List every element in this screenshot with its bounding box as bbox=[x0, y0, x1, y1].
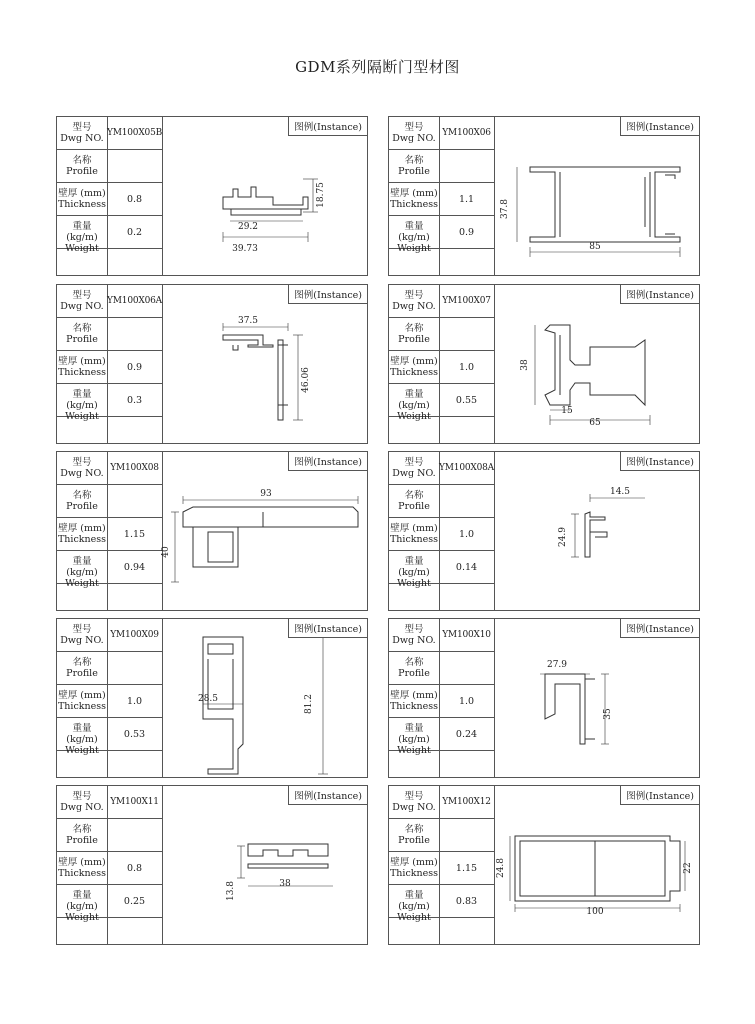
dwg-no-value: YM100X07 bbox=[439, 285, 494, 318]
value-column bbox=[439, 786, 495, 944]
label-en: Weight bbox=[65, 578, 99, 589]
label-cn: 名称 bbox=[404, 657, 424, 668]
instance-label: 图例(Instance) bbox=[620, 619, 699, 638]
instance-label: 图例(Instance) bbox=[620, 117, 699, 136]
profile-value bbox=[107, 485, 162, 518]
weight-value: 0.14 bbox=[439, 551, 494, 584]
empty-cell bbox=[439, 918, 494, 944]
profile-outline bbox=[183, 507, 358, 527]
label-cell bbox=[389, 452, 439, 485]
label-en: Profile bbox=[398, 334, 430, 345]
label-en: Dwg NO. bbox=[60, 802, 104, 813]
label-cn: 壁厚 (mm) bbox=[390, 523, 438, 534]
label-cell bbox=[389, 685, 439, 718]
label-cell bbox=[57, 551, 107, 589]
label-cell bbox=[389, 652, 439, 685]
label-cn: 重量 (kg/m) bbox=[66, 890, 98, 912]
label-cn: 名称 bbox=[404, 824, 424, 835]
instance-label: 图例(Instance) bbox=[288, 452, 367, 471]
label-en: Profile bbox=[398, 668, 430, 679]
empty-cell bbox=[389, 751, 439, 777]
dwg-no-value: YM100X12 bbox=[439, 786, 494, 819]
dwg-no-value: YM100X05B bbox=[107, 117, 162, 150]
profile-value bbox=[107, 150, 162, 183]
label-en: Thickness bbox=[57, 701, 107, 712]
empty-cell bbox=[389, 417, 439, 443]
label-cell bbox=[389, 885, 439, 923]
profile-outline bbox=[520, 841, 665, 896]
label-cell bbox=[57, 150, 107, 183]
label-cn: 型号 bbox=[404, 457, 424, 468]
label-cn: 壁厚 (mm) bbox=[390, 188, 438, 199]
profile-outline bbox=[530, 167, 680, 242]
label-en: Weight bbox=[65, 411, 99, 422]
dimension-label: 13.8 bbox=[226, 880, 236, 902]
empty-cell bbox=[389, 584, 439, 610]
label-column bbox=[57, 117, 108, 275]
profile-outline bbox=[545, 674, 585, 744]
page-title: GDM系列隔断门型材图 bbox=[295, 58, 460, 76]
thickness-value: 0.8 bbox=[107, 852, 162, 885]
label-column bbox=[57, 786, 108, 944]
profile-card bbox=[388, 451, 700, 611]
label-cell bbox=[57, 786, 107, 819]
weight-value: 0.25 bbox=[107, 885, 162, 918]
dimension-label: 38 bbox=[279, 879, 291, 889]
label-cn: 名称 bbox=[404, 155, 424, 166]
label-cn: 型号 bbox=[72, 122, 92, 133]
label-cn: 重量 (kg/m) bbox=[66, 221, 98, 243]
profile-outline bbox=[223, 187, 308, 209]
label-cell bbox=[389, 852, 439, 885]
label-en: Dwg NO. bbox=[392, 802, 436, 813]
label-en: Dwg NO. bbox=[392, 133, 436, 144]
label-cn: 壁厚 (mm) bbox=[58, 523, 106, 534]
label-cn: 重量 (kg/m) bbox=[398, 389, 430, 411]
label-en: Profile bbox=[398, 501, 430, 512]
label-cell bbox=[389, 384, 439, 422]
dimension-label: 37.5 bbox=[237, 316, 259, 326]
value-column bbox=[107, 285, 163, 443]
dimension-label: 100 bbox=[586, 907, 604, 917]
label-cell bbox=[57, 216, 107, 254]
label-cell bbox=[57, 819, 107, 852]
label-cell bbox=[57, 885, 107, 923]
label-en: Profile bbox=[398, 835, 430, 846]
profile-outline bbox=[278, 340, 283, 420]
label-cell bbox=[389, 318, 439, 351]
label-cell bbox=[57, 852, 107, 885]
thickness-value: 0.8 bbox=[107, 183, 162, 216]
label-cn: 壁厚 (mm) bbox=[58, 356, 106, 367]
empty-cell bbox=[439, 751, 494, 777]
dimension-label: 35 bbox=[603, 708, 613, 720]
label-cell bbox=[57, 619, 107, 652]
weight-value: 0.3 bbox=[107, 384, 162, 417]
instance-label: 图例(Instance) bbox=[620, 452, 699, 471]
value-column bbox=[107, 452, 163, 610]
thickness-value: 1.0 bbox=[107, 685, 162, 718]
thickness-value: 1.0 bbox=[439, 685, 494, 718]
label-cn: 重量 (kg/m) bbox=[398, 890, 430, 912]
empty-cell bbox=[57, 751, 107, 777]
label-en: Profile bbox=[66, 668, 98, 679]
label-cell bbox=[389, 285, 439, 318]
label-cell bbox=[57, 518, 107, 551]
label-cn: 壁厚 (mm) bbox=[390, 857, 438, 868]
label-column bbox=[389, 786, 440, 944]
label-en: Thickness bbox=[389, 868, 439, 879]
label-en: Dwg NO. bbox=[60, 468, 104, 479]
label-cell bbox=[389, 485, 439, 518]
label-cn: 型号 bbox=[404, 791, 424, 802]
label-en: Dwg NO. bbox=[392, 468, 436, 479]
profile-drawing bbox=[495, 619, 700, 777]
empty-cell bbox=[439, 584, 494, 610]
dimension-label: 93 bbox=[260, 489, 272, 499]
label-en: Thickness bbox=[389, 367, 439, 378]
thickness-value: 1.0 bbox=[439, 351, 494, 384]
dimension-label: 46.06 bbox=[301, 367, 311, 393]
profile-outline bbox=[665, 175, 675, 179]
label-cn: 重量 (kg/m) bbox=[398, 221, 430, 243]
label-en: Thickness bbox=[389, 701, 439, 712]
instance-label: 图例(Instance) bbox=[288, 117, 367, 136]
profile-value bbox=[439, 318, 494, 351]
dimension-label: 29.2 bbox=[237, 222, 259, 232]
label-en: Weight bbox=[397, 578, 431, 589]
profile-outline bbox=[223, 335, 273, 347]
dimension-label: 24.8 bbox=[496, 857, 506, 879]
dimension-label: 18.75 bbox=[316, 182, 326, 208]
label-en: Weight bbox=[397, 912, 431, 923]
dwg-no-value: YM100X06A bbox=[107, 285, 162, 318]
profile-value bbox=[439, 150, 494, 183]
dimension-label: 24.9 bbox=[558, 526, 568, 548]
profile-value bbox=[107, 819, 162, 852]
value-column bbox=[107, 117, 163, 275]
instance-label: 图例(Instance) bbox=[288, 619, 367, 638]
empty-cell bbox=[107, 918, 162, 944]
label-en: Weight bbox=[65, 243, 99, 254]
label-en: Dwg NO. bbox=[392, 635, 436, 646]
profile-drawing bbox=[163, 117, 368, 275]
profile-drawing bbox=[495, 117, 700, 275]
label-en: Profile bbox=[66, 166, 98, 177]
label-cn: 型号 bbox=[72, 791, 92, 802]
label-cell bbox=[57, 685, 107, 718]
label-cell bbox=[57, 318, 107, 351]
profile-drawing bbox=[495, 285, 700, 443]
profile-outline bbox=[208, 532, 233, 562]
weight-value: 0.53 bbox=[107, 718, 162, 751]
profile-drawing bbox=[163, 786, 368, 944]
label-cn: 壁厚 (mm) bbox=[58, 857, 106, 868]
dwg-no-value: YM100X08 bbox=[107, 452, 162, 485]
label-en: Profile bbox=[66, 334, 98, 345]
profile-value bbox=[107, 318, 162, 351]
thickness-value: 1.1 bbox=[439, 183, 494, 216]
label-cell bbox=[57, 652, 107, 685]
weight-value: 0.24 bbox=[439, 718, 494, 751]
empty-cell bbox=[57, 584, 107, 610]
label-cell bbox=[389, 117, 439, 150]
label-cn: 名称 bbox=[72, 323, 92, 334]
label-cell bbox=[389, 619, 439, 652]
label-cell bbox=[57, 183, 107, 216]
profile-outline bbox=[193, 527, 238, 567]
profile-outline bbox=[203, 637, 243, 774]
profile-drawing bbox=[163, 285, 368, 443]
label-cell bbox=[57, 117, 107, 150]
label-column bbox=[389, 619, 440, 777]
label-cell bbox=[57, 485, 107, 518]
profile-outline bbox=[231, 209, 301, 215]
label-en: Profile bbox=[398, 166, 430, 177]
value-column bbox=[439, 619, 495, 777]
profile-card bbox=[56, 785, 368, 945]
dimension-label: 37.8 bbox=[500, 198, 510, 220]
label-column bbox=[389, 117, 440, 275]
label-cell bbox=[389, 819, 439, 852]
weight-value: 0.9 bbox=[439, 216, 494, 249]
dimension-label: 81.2 bbox=[304, 693, 314, 715]
dimension-label: 15 bbox=[561, 406, 573, 416]
dwg-no-value: YM100X09 bbox=[107, 619, 162, 652]
label-en: Dwg NO. bbox=[60, 133, 104, 144]
profile-card bbox=[388, 116, 700, 276]
weight-value: 0.55 bbox=[439, 384, 494, 417]
label-cell bbox=[57, 384, 107, 422]
dimension-label: 39.73 bbox=[232, 244, 258, 254]
dimension-label: 85 bbox=[589, 242, 601, 252]
label-cell bbox=[57, 351, 107, 384]
profile-card bbox=[388, 618, 700, 778]
label-column bbox=[57, 619, 108, 777]
profile-outline bbox=[208, 644, 233, 654]
instance-label: 图例(Instance) bbox=[620, 285, 699, 304]
value-column bbox=[107, 619, 163, 777]
label-en: Weight bbox=[397, 411, 431, 422]
instance-label: 图例(Instance) bbox=[288, 786, 367, 805]
label-cn: 重量 (kg/m) bbox=[398, 556, 430, 578]
label-cn: 壁厚 (mm) bbox=[58, 690, 106, 701]
profile-drawing bbox=[163, 452, 368, 610]
label-en: Thickness bbox=[57, 367, 107, 378]
label-en: Dwg NO. bbox=[60, 635, 104, 646]
label-cell bbox=[389, 786, 439, 819]
weight-value: 0.94 bbox=[107, 551, 162, 584]
label-cn: 壁厚 (mm) bbox=[390, 690, 438, 701]
value-column bbox=[439, 117, 495, 275]
profile-card bbox=[56, 618, 368, 778]
label-en: Thickness bbox=[389, 534, 439, 545]
label-cn: 重量 (kg/m) bbox=[66, 723, 98, 745]
label-column bbox=[389, 285, 440, 443]
dimension-label: 40 bbox=[161, 546, 171, 558]
profile-outline bbox=[233, 345, 238, 350]
label-cell bbox=[389, 216, 439, 254]
label-en: Thickness bbox=[389, 199, 439, 210]
profile-outline bbox=[585, 512, 605, 557]
profile-outline bbox=[590, 532, 607, 537]
label-cell bbox=[389, 351, 439, 384]
profile-drawing bbox=[495, 452, 700, 610]
label-cn: 壁厚 (mm) bbox=[390, 356, 438, 367]
empty-cell bbox=[439, 249, 494, 275]
dimension-label: 27.9 bbox=[546, 660, 568, 670]
label-en: Weight bbox=[65, 745, 99, 756]
label-cell bbox=[57, 452, 107, 485]
thickness-value: 1.15 bbox=[107, 518, 162, 551]
empty-cell bbox=[107, 249, 162, 275]
label-cn: 型号 bbox=[72, 624, 92, 635]
empty-cell bbox=[389, 249, 439, 275]
label-cn: 名称 bbox=[404, 490, 424, 501]
value-column bbox=[107, 786, 163, 944]
label-en: Thickness bbox=[57, 868, 107, 879]
instance-label: 图例(Instance) bbox=[288, 285, 367, 304]
label-en: Thickness bbox=[57, 534, 107, 545]
label-en: Profile bbox=[66, 835, 98, 846]
label-column bbox=[57, 452, 108, 610]
label-cn: 重量 (kg/m) bbox=[398, 723, 430, 745]
profile-drawing bbox=[163, 619, 368, 777]
label-en: Dwg NO. bbox=[392, 301, 436, 312]
empty-cell bbox=[439, 417, 494, 443]
dimension-label: 38 bbox=[520, 359, 530, 371]
profile-card bbox=[388, 284, 700, 444]
dimension-label: 65 bbox=[589, 418, 601, 428]
label-en: Weight bbox=[397, 243, 431, 254]
profile-value bbox=[439, 652, 494, 685]
label-cell bbox=[389, 551, 439, 589]
profile-drawing bbox=[495, 786, 700, 944]
label-en: Dwg NO. bbox=[60, 301, 104, 312]
profile-outline bbox=[248, 864, 328, 868]
thickness-value: 0.9 bbox=[107, 351, 162, 384]
label-cn: 名称 bbox=[72, 490, 92, 501]
thickness-value: 1.15 bbox=[439, 852, 494, 885]
profile-value bbox=[107, 652, 162, 685]
label-cn: 名称 bbox=[72, 824, 92, 835]
dwg-no-value: YM100X10 bbox=[439, 619, 494, 652]
label-cn: 名称 bbox=[72, 657, 92, 668]
dimension-label: 22 bbox=[683, 862, 693, 874]
profile-value bbox=[439, 819, 494, 852]
instance-label: 图例(Instance) bbox=[620, 786, 699, 805]
label-en: Weight bbox=[65, 912, 99, 923]
dwg-no-value: YM100X08A bbox=[439, 452, 494, 485]
label-cn: 型号 bbox=[404, 624, 424, 635]
empty-cell bbox=[57, 918, 107, 944]
profile-outline bbox=[248, 844, 328, 856]
weight-value: 0.2 bbox=[107, 216, 162, 249]
label-column bbox=[57, 285, 108, 443]
label-cn: 名称 bbox=[404, 323, 424, 334]
empty-cell bbox=[389, 918, 439, 944]
label-cell bbox=[57, 285, 107, 318]
label-cn: 重量 (kg/m) bbox=[66, 389, 98, 411]
label-cn: 型号 bbox=[72, 290, 92, 301]
dimension-label: 14.5 bbox=[609, 487, 631, 497]
empty-cell bbox=[57, 417, 107, 443]
empty-cell bbox=[57, 249, 107, 275]
profile-card bbox=[56, 451, 368, 611]
weight-value: 0.83 bbox=[439, 885, 494, 918]
label-cell bbox=[57, 718, 107, 756]
label-cell bbox=[389, 518, 439, 551]
label-en: Profile bbox=[66, 501, 98, 512]
label-cn: 重量 (kg/m) bbox=[66, 556, 98, 578]
dwg-no-value: YM100X06 bbox=[439, 117, 494, 150]
empty-cell bbox=[107, 417, 162, 443]
profile-outline bbox=[515, 836, 680, 901]
dwg-no-value: YM100X11 bbox=[107, 786, 162, 819]
label-cell bbox=[389, 183, 439, 216]
label-cn: 型号 bbox=[72, 457, 92, 468]
label-en: Thickness bbox=[57, 199, 107, 210]
label-cell bbox=[389, 718, 439, 756]
empty-cell bbox=[107, 751, 162, 777]
value-column bbox=[439, 285, 495, 443]
empty-cell bbox=[107, 584, 162, 610]
profile-card bbox=[56, 116, 368, 276]
label-column bbox=[389, 452, 440, 610]
label-en: Weight bbox=[397, 745, 431, 756]
label-cell bbox=[389, 150, 439, 183]
label-cn: 名称 bbox=[72, 155, 92, 166]
label-cn: 型号 bbox=[404, 122, 424, 133]
value-column bbox=[439, 452, 495, 610]
profile-card bbox=[56, 284, 368, 444]
label-cn: 壁厚 (mm) bbox=[58, 188, 106, 199]
profile-card bbox=[388, 785, 700, 945]
thickness-value: 1.0 bbox=[439, 518, 494, 551]
label-cn: 型号 bbox=[404, 290, 424, 301]
dimension-label: 28.5 bbox=[197, 694, 219, 704]
profile-value bbox=[439, 485, 494, 518]
